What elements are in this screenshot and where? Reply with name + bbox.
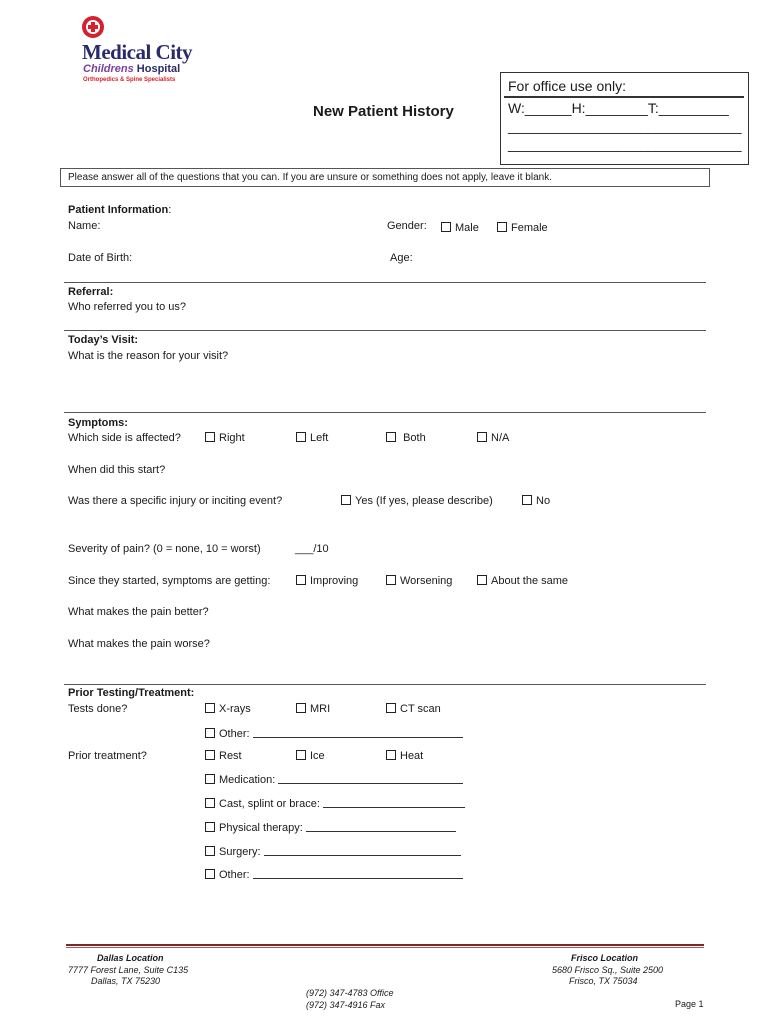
checkbox-icon[interactable] [386,432,396,442]
since-question: Since they started, symptoms are getting: [68,575,271,587]
tests-question: Tests done? [68,703,128,715]
medication-label: Medication: [219,774,276,786]
prior-heading: Prior Testing/Treatment: [68,687,195,699]
dallas-address-1: 7777 Forest Lane, Suite C135 [68,965,189,975]
side-left-label: Left [310,432,329,444]
visit-heading: Today’s Visit: [68,334,139,346]
tests-other-line[interactable] [253,727,463,738]
ice-label: Ice [310,750,325,762]
frisco-address-2: Frisco, TX 75034 [569,976,638,986]
severity-question: Severity of pain? (0 = none, 10 = worst) [68,543,261,555]
checkbox-icon[interactable] [477,575,487,585]
side-right-label: Right [219,432,245,444]
medication-option[interactable] [205,773,463,787]
footer-rule [66,944,704,946]
injury-yes-option[interactable] [341,495,493,508]
name-label: Name: [68,220,101,232]
ct-option[interactable] [386,703,441,716]
dallas-title: Dallas Location [97,953,164,963]
treatment-question: Prior treatment? [68,750,147,762]
worse-question: What makes the pain worse? [68,638,210,650]
treatment-other-label: Other: [219,869,250,881]
worsening-label: Worsening [400,575,453,587]
symptoms-heading: Symptoms: [68,417,128,429]
injury-no-label: No [536,495,551,507]
checkbox-icon[interactable] [497,222,507,232]
improving-label: Improving [310,575,359,587]
surgery-label: Surgery: [219,846,261,858]
tests-other-option[interactable] [205,727,463,741]
surgery-option[interactable] [205,845,461,859]
surgery-line[interactable] [264,845,461,856]
checkbox-icon[interactable] [441,222,451,232]
checkbox-icon[interactable] [386,575,396,585]
rest-option[interactable] [205,750,242,763]
ct-label: CT scan [400,703,441,715]
side-both-label: Both [403,432,426,444]
checkbox-icon[interactable] [205,774,215,784]
page-number: Page 1 [675,999,704,1009]
footer-rule-thin [66,947,704,948]
fax-number: (972) 347-4916 Fax [306,1000,386,1010]
treatment-other-option[interactable] [205,868,463,882]
checkbox-icon[interactable] [296,575,306,585]
office-title: For office use only: [508,78,627,94]
severity-field[interactable]: ___/10 [295,543,329,555]
checkbox-icon[interactable] [386,703,396,713]
tests-other-label: Other: [219,728,250,740]
same-option[interactable] [477,575,568,588]
logo-name: Medical City [82,40,193,64]
gender-label: Gender: [387,220,427,232]
side-question: Which side is affected? [68,432,181,444]
referral-heading: Referral: [68,286,114,298]
mri-option[interactable] [296,703,330,716]
heat-option[interactable] [386,750,423,763]
divider [64,412,706,413]
gender-male-label: Male [455,222,479,234]
worsening-option[interactable] [386,575,452,588]
office-phone: (972) 347-4783 Office [306,988,394,998]
start-question: When did this start? [68,464,166,476]
checkbox-icon[interactable] [205,798,215,808]
patient-info-colon: : [168,204,172,216]
injury-question: Was there a specific injury or inciting event? [68,495,283,507]
treatment-other-line[interactable] [253,868,463,879]
mri-label: MRI [310,703,331,715]
logo-subtitle [83,63,180,75]
injury-no-option[interactable] [522,495,550,508]
side-right-option[interactable] [205,432,245,445]
logo-childrens: Childrens [83,63,134,75]
gender-female-label: Female [511,222,548,234]
divider [64,282,706,283]
cast-label: Cast, splint or brace: [219,798,320,810]
divider [64,684,706,685]
instructions-text: Please answer all of the questions that you can. If you are unsure or something does not apply, leave it blank. [68,172,552,183]
side-na-label: N/A [491,432,510,444]
medication-line[interactable] [278,773,463,784]
checkbox-icon[interactable] [386,750,396,760]
office-divider [504,96,744,98]
heat-label: Heat [400,750,424,762]
checkbox-icon[interactable] [205,750,215,760]
checkbox-icon[interactable] [341,495,351,505]
patient-info-heading [68,204,171,217]
dob-label: Date of Birth: [68,252,133,264]
cast-option[interactable] [205,797,465,811]
page-title: New Patient History [313,103,454,120]
visit-question: What is the reason for your visit? [68,350,229,362]
checkbox-icon[interactable] [296,432,306,442]
side-na-option[interactable] [477,432,509,445]
dallas-address-2: Dallas, TX 75230 [91,976,161,986]
side-left-option[interactable] [296,432,328,445]
better-question: What makes the pain better? [68,606,209,618]
checkbox-icon[interactable] [296,703,306,713]
frisco-title: Frisco Location [571,953,639,963]
checkbox-icon[interactable] [205,869,215,879]
patient-info-heading-label: Patient Information [68,204,169,216]
logo-tagline: Orthopedics & Spine Specialists [83,77,176,83]
logo-icon [82,16,104,38]
ice-option[interactable] [296,750,325,763]
office-line-2[interactable]: ______________________________ [508,136,742,152]
office-line-1[interactable]: ______________________________ [508,118,742,134]
gender-female-option[interactable] [497,222,548,235]
injury-yes-label: Yes (If yes, please describe) [355,495,493,507]
rest-label: Rest [219,750,242,762]
cast-line[interactable] [323,797,465,808]
pt-option[interactable] [205,821,456,835]
xrays-label: X-rays [219,703,251,715]
divider [64,330,706,331]
xrays-option[interactable] [205,703,251,716]
referral-question: Who referred you to us? [68,301,187,313]
pt-line[interactable] [306,821,456,832]
improving-option[interactable] [296,575,358,588]
checkbox-icon[interactable] [205,822,215,832]
same-label: About the same [491,575,569,587]
checkbox-icon[interactable] [522,495,532,505]
gender-male-option[interactable] [441,222,479,235]
checkbox-icon[interactable] [477,432,487,442]
checkbox-icon[interactable] [205,728,215,738]
age-label: Age: [390,252,413,264]
office-fields[interactable]: W:______H:________T:_________ [508,100,729,116]
frisco-address-1: 5680 Frisco Sq., Suite 2500 [552,965,664,975]
logo-hospital: Hospital [136,63,181,75]
pt-label: Physical therapy: [219,822,303,834]
checkbox-icon[interactable] [205,703,215,713]
checkbox-icon[interactable] [205,846,215,856]
side-both-option[interactable] [386,432,426,445]
checkbox-icon[interactable] [205,432,215,442]
checkbox-icon[interactable] [296,750,306,760]
